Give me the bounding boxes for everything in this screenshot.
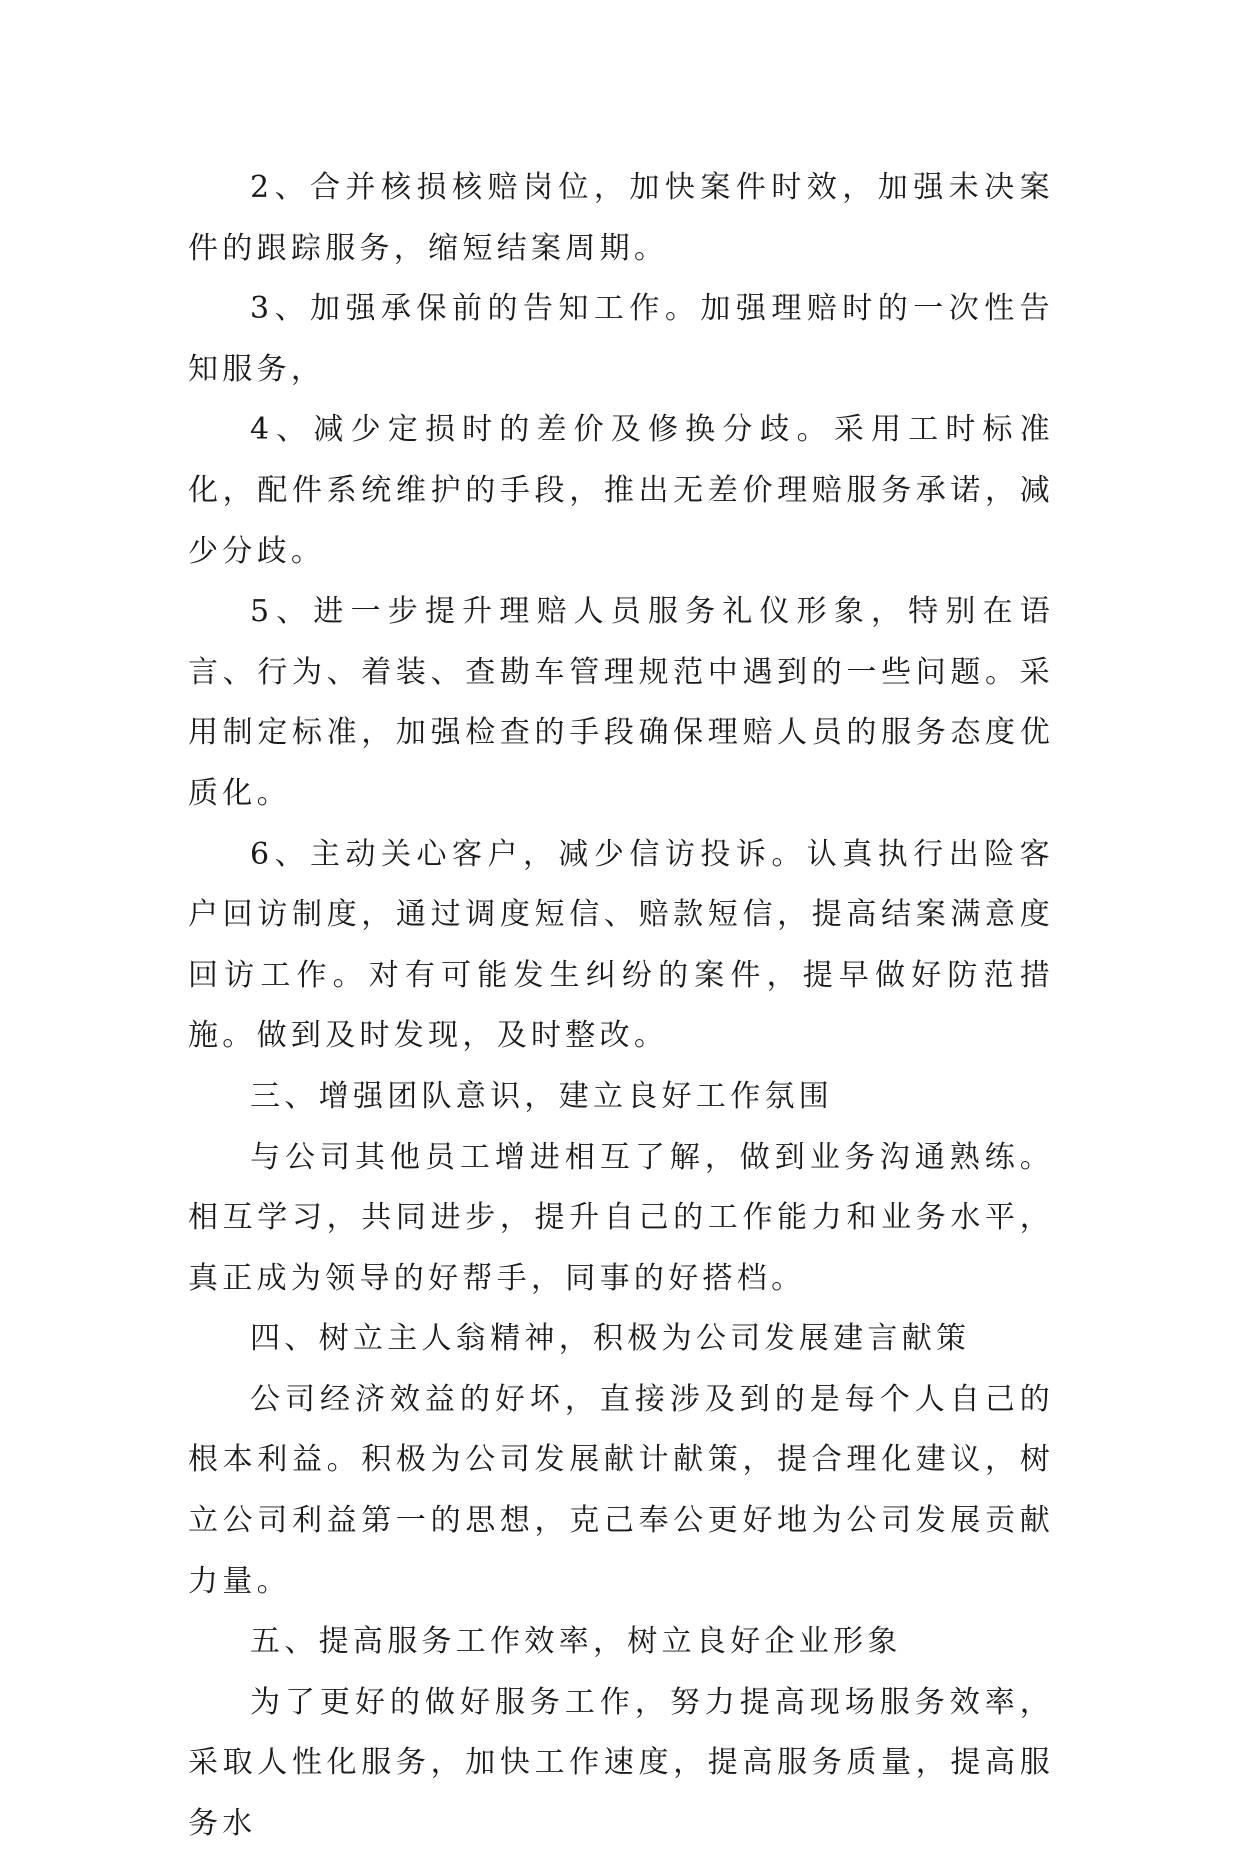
section-heading-3: 三、增强团队意识，建立良好工作氛围 — [250, 1078, 834, 1114]
document-body — [188, 158, 1054, 1855]
paragraph-item-6: 6、主动关心客户，减少信访投诉。认真执行出险客户回访制度，通过调度短信、赔款短信，提高结案满意度回访工作。对有可能发生纠纷的案件，提早做好防范措施。做到及时发现，及时整改。 — [188, 836, 1054, 1054]
section-body-4: 公司经济效益的好坏，直接涉及到的是每个人自己的根本利益。积极为公司发展献计献策，提合理化建议，树立公司利益第一的思想，克己奉公更好地为公司发展贡献力量。 — [188, 1381, 1054, 1599]
paragraph-item-4: 4、减少定损时的差价及修换分歧。采用工时标准化，配件系统维护的手段，推出无差价理赔服务承诺，减少分歧。 — [188, 412, 1054, 569]
section-body-5: 为了更好的做好服务工作，努力提高现场服务效率，采取人性化服务，加快工作速度，提高服务质量，提高服务水 — [188, 1684, 1054, 1842]
paragraph-item-2: 2、合并核损核赔岗位，加快案件时效，加强未决案件的跟踪服务，缩短结案周期。 — [188, 170, 1054, 266]
paragraph-item-5: 5、进一步提升理赔人员服务礼仪形象，特别在语言、行为、着装、查勘车管理规范中遇到的一些问题。采用制定标准，加强检查的手段确保理赔人员的服务态度优质化。 — [188, 594, 1054, 811]
section-body-3: 与公司其他员工增进相互了解，做到业务沟通熟练。相互学习，共同进步，提升自己的工作能力和业务水平，真正成为领导的好帮手，同事的好搭档。 — [188, 1139, 1054, 1296]
paragraph-item-3: 3、加强承保前的告知工作。加强理赔时的一次性告知服务， — [188, 291, 1054, 387]
section-heading-5: 五、提高服务工作效率，树立良好企业形象 — [250, 1624, 902, 1660]
section-heading-4: 四、树立主人翁精神，积极为公司发展建言献策 — [250, 1321, 971, 1357]
